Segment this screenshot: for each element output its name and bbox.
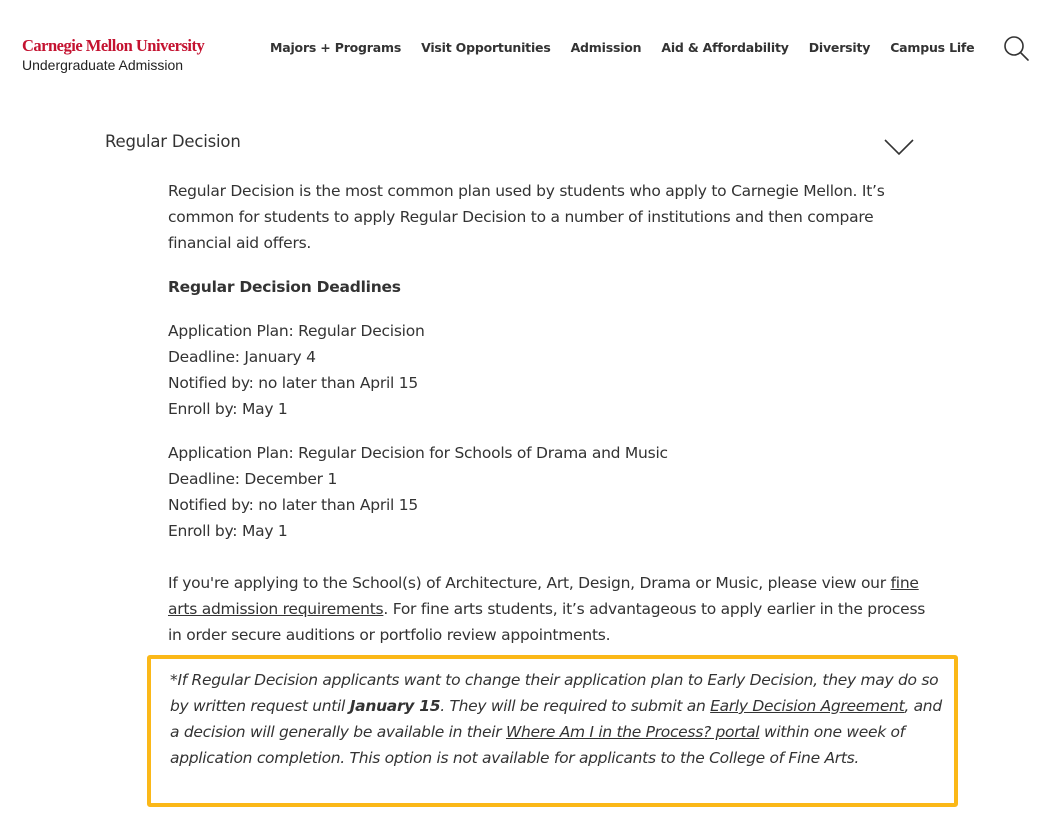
- chevron-down-icon[interactable]: [883, 136, 915, 158]
- nav-item-campus-life[interactable]: Campus Life: [890, 40, 975, 55]
- search-icon[interactable]: [1002, 34, 1030, 62]
- plan-enroll: Enroll by: May 1: [168, 522, 288, 540]
- where-am-i-portal-link[interactable]: Where Am I in the Process? portal: [505, 723, 760, 741]
- note-text: , and a decision will generally be available in their: [170, 697, 942, 741]
- intro-paragraph: Regular Decision is the most common plan used by students who apply to Carnegie Mellon. It’s common for students to apply Regular Decision to a number of institutions and then compare financial aid offers.: [168, 182, 885, 252]
- plan-name: Application Plan: Regular Decision for Schools of Drama and Music: [168, 444, 668, 462]
- plan-notified: Notified by: no later than April 15: [168, 374, 418, 392]
- fine-arts-text-after: . For fine arts students, it’s advantageous to apply earlier in the process in order secure auditions or portfolio review appointments.: [168, 600, 926, 644]
- plan-name: Application Plan: Regular Decision: [168, 322, 425, 340]
- plan-block: [168, 440, 928, 544]
- plan-block: [168, 318, 928, 422]
- main-nav: [270, 38, 994, 57]
- nav-item-majors-programs[interactable]: Majors + Programs: [270, 40, 402, 55]
- accordion-content: [168, 178, 928, 648]
- nav-item-aid-affordability[interactable]: Aid & Affordability: [661, 40, 789, 55]
- note-text: . They will be required to submit an: [440, 697, 711, 715]
- nav-item-visit-opportunities[interactable]: Visit Opportunities: [421, 40, 551, 55]
- note-date: January 15: [349, 697, 441, 715]
- deadlines-heading: Regular Decision Deadlines: [168, 278, 401, 296]
- early-decision-note: [147, 655, 958, 807]
- fine-arts-text-before: If you're applying to the School(s) of Architecture, Art, Design, Drama or Music, please view our: [168, 574, 891, 592]
- early-decision-agreement-link[interactable]: Early Decision Agreement: [710, 697, 905, 715]
- note-text: within one week of application completion. This option is not available for applicants to the College of Fine Arts.: [170, 723, 905, 767]
- logo-name: Carnegie Mellon University: [22, 36, 205, 55]
- plan-deadline: Deadline: January 4: [168, 348, 316, 366]
- plan-notified: Notified by: no later than April 15: [168, 496, 418, 514]
- note-text: *If Regular Decision applicants want to change their application plan to Early Decision, they may do so by written request until: [170, 671, 939, 715]
- logo-subtitle: Undergraduate Admission: [22, 57, 184, 73]
- university-logo[interactable]: [22, 36, 204, 74]
- plan-enroll: Enroll by: May 1: [168, 400, 288, 418]
- plan-deadline: Deadline: December 1: [168, 470, 338, 488]
- accordion-title[interactable]: Regular Decision: [105, 132, 241, 151]
- fine-arts-paragraph: [168, 570, 928, 648]
- fine-arts-requirements-link[interactable]: fine arts admission requirements: [168, 574, 919, 618]
- nav-item-diversity[interactable]: Diversity: [808, 40, 871, 55]
- nav-item-admission[interactable]: Admission: [570, 40, 642, 55]
